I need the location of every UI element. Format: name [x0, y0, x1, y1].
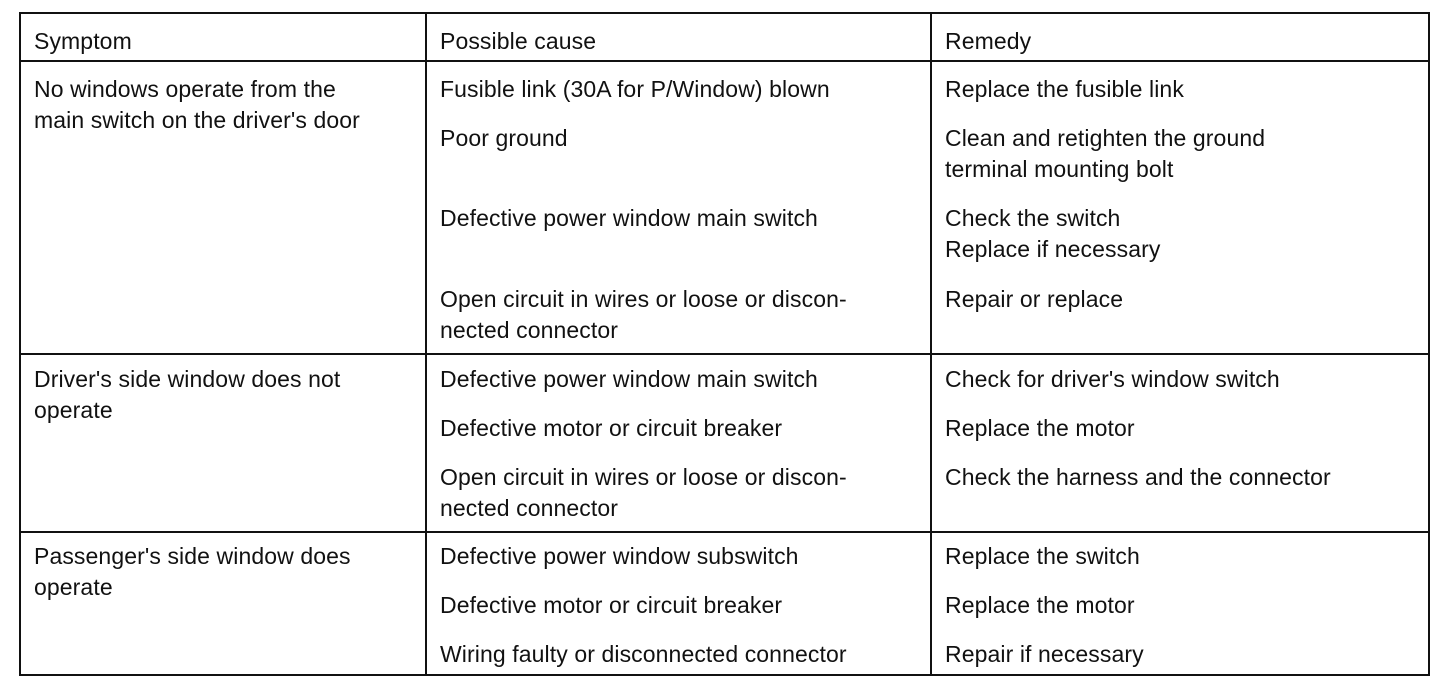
symptom-cell: Passenger's side window does operate [34, 543, 351, 600]
remedy-cell: Repair if necessary [945, 641, 1144, 667]
remedy-cell: Replace the fusible link [945, 76, 1184, 102]
symptom-cell: No windows operate from the main switch on the driver's door [34, 76, 360, 133]
column-divider [425, 14, 427, 674]
header-remedy: Remedy [945, 28, 1032, 54]
cause-cell: Open circuit in wires or loose or discon- nected connector [440, 464, 847, 521]
symptom-cell: Driver's side window does not operate [34, 366, 341, 423]
cause-cell: Defective motor or circuit breaker [440, 415, 783, 441]
cause-cell: Defective motor or circuit breaker [440, 592, 783, 618]
row-group-divider [21, 353, 1428, 355]
column-divider [930, 14, 932, 674]
cause-cell: Poor ground [440, 125, 568, 151]
cause-cell: Defective power window main switch [440, 366, 818, 392]
cause-cell: Fusible link (30A for P/Window) blown [440, 76, 830, 102]
remedy-cell: Replace the motor [945, 592, 1135, 618]
remedy-cell: Replace the switch [945, 543, 1140, 569]
cause-cell: Defective power window subswitch [440, 543, 799, 569]
cause-cell: Wiring faulty or disconnected connector [440, 641, 847, 667]
cause-cell: Open circuit in wires or loose or discon- nected connector [440, 286, 847, 343]
remedy-cell: Check for driver's window switch [945, 366, 1280, 392]
remedy-cell: Clean and retighten the ground terminal mounting bolt [945, 125, 1266, 182]
row-group-divider [21, 531, 1428, 533]
remedy-cell: Check the harness and the connector [945, 464, 1331, 490]
header-symptom: Symptom [34, 28, 132, 54]
header-possible-cause: Possible cause [440, 28, 597, 54]
troubleshooting-table [19, 12, 1430, 676]
remedy-cell: Replace the motor [945, 415, 1135, 441]
remedy-cell: Check the switch Replace if necessary [945, 205, 1161, 262]
cause-cell: Defective power window main switch [440, 205, 818, 231]
header-divider [21, 60, 1428, 62]
remedy-cell: Repair or replace [945, 286, 1124, 312]
